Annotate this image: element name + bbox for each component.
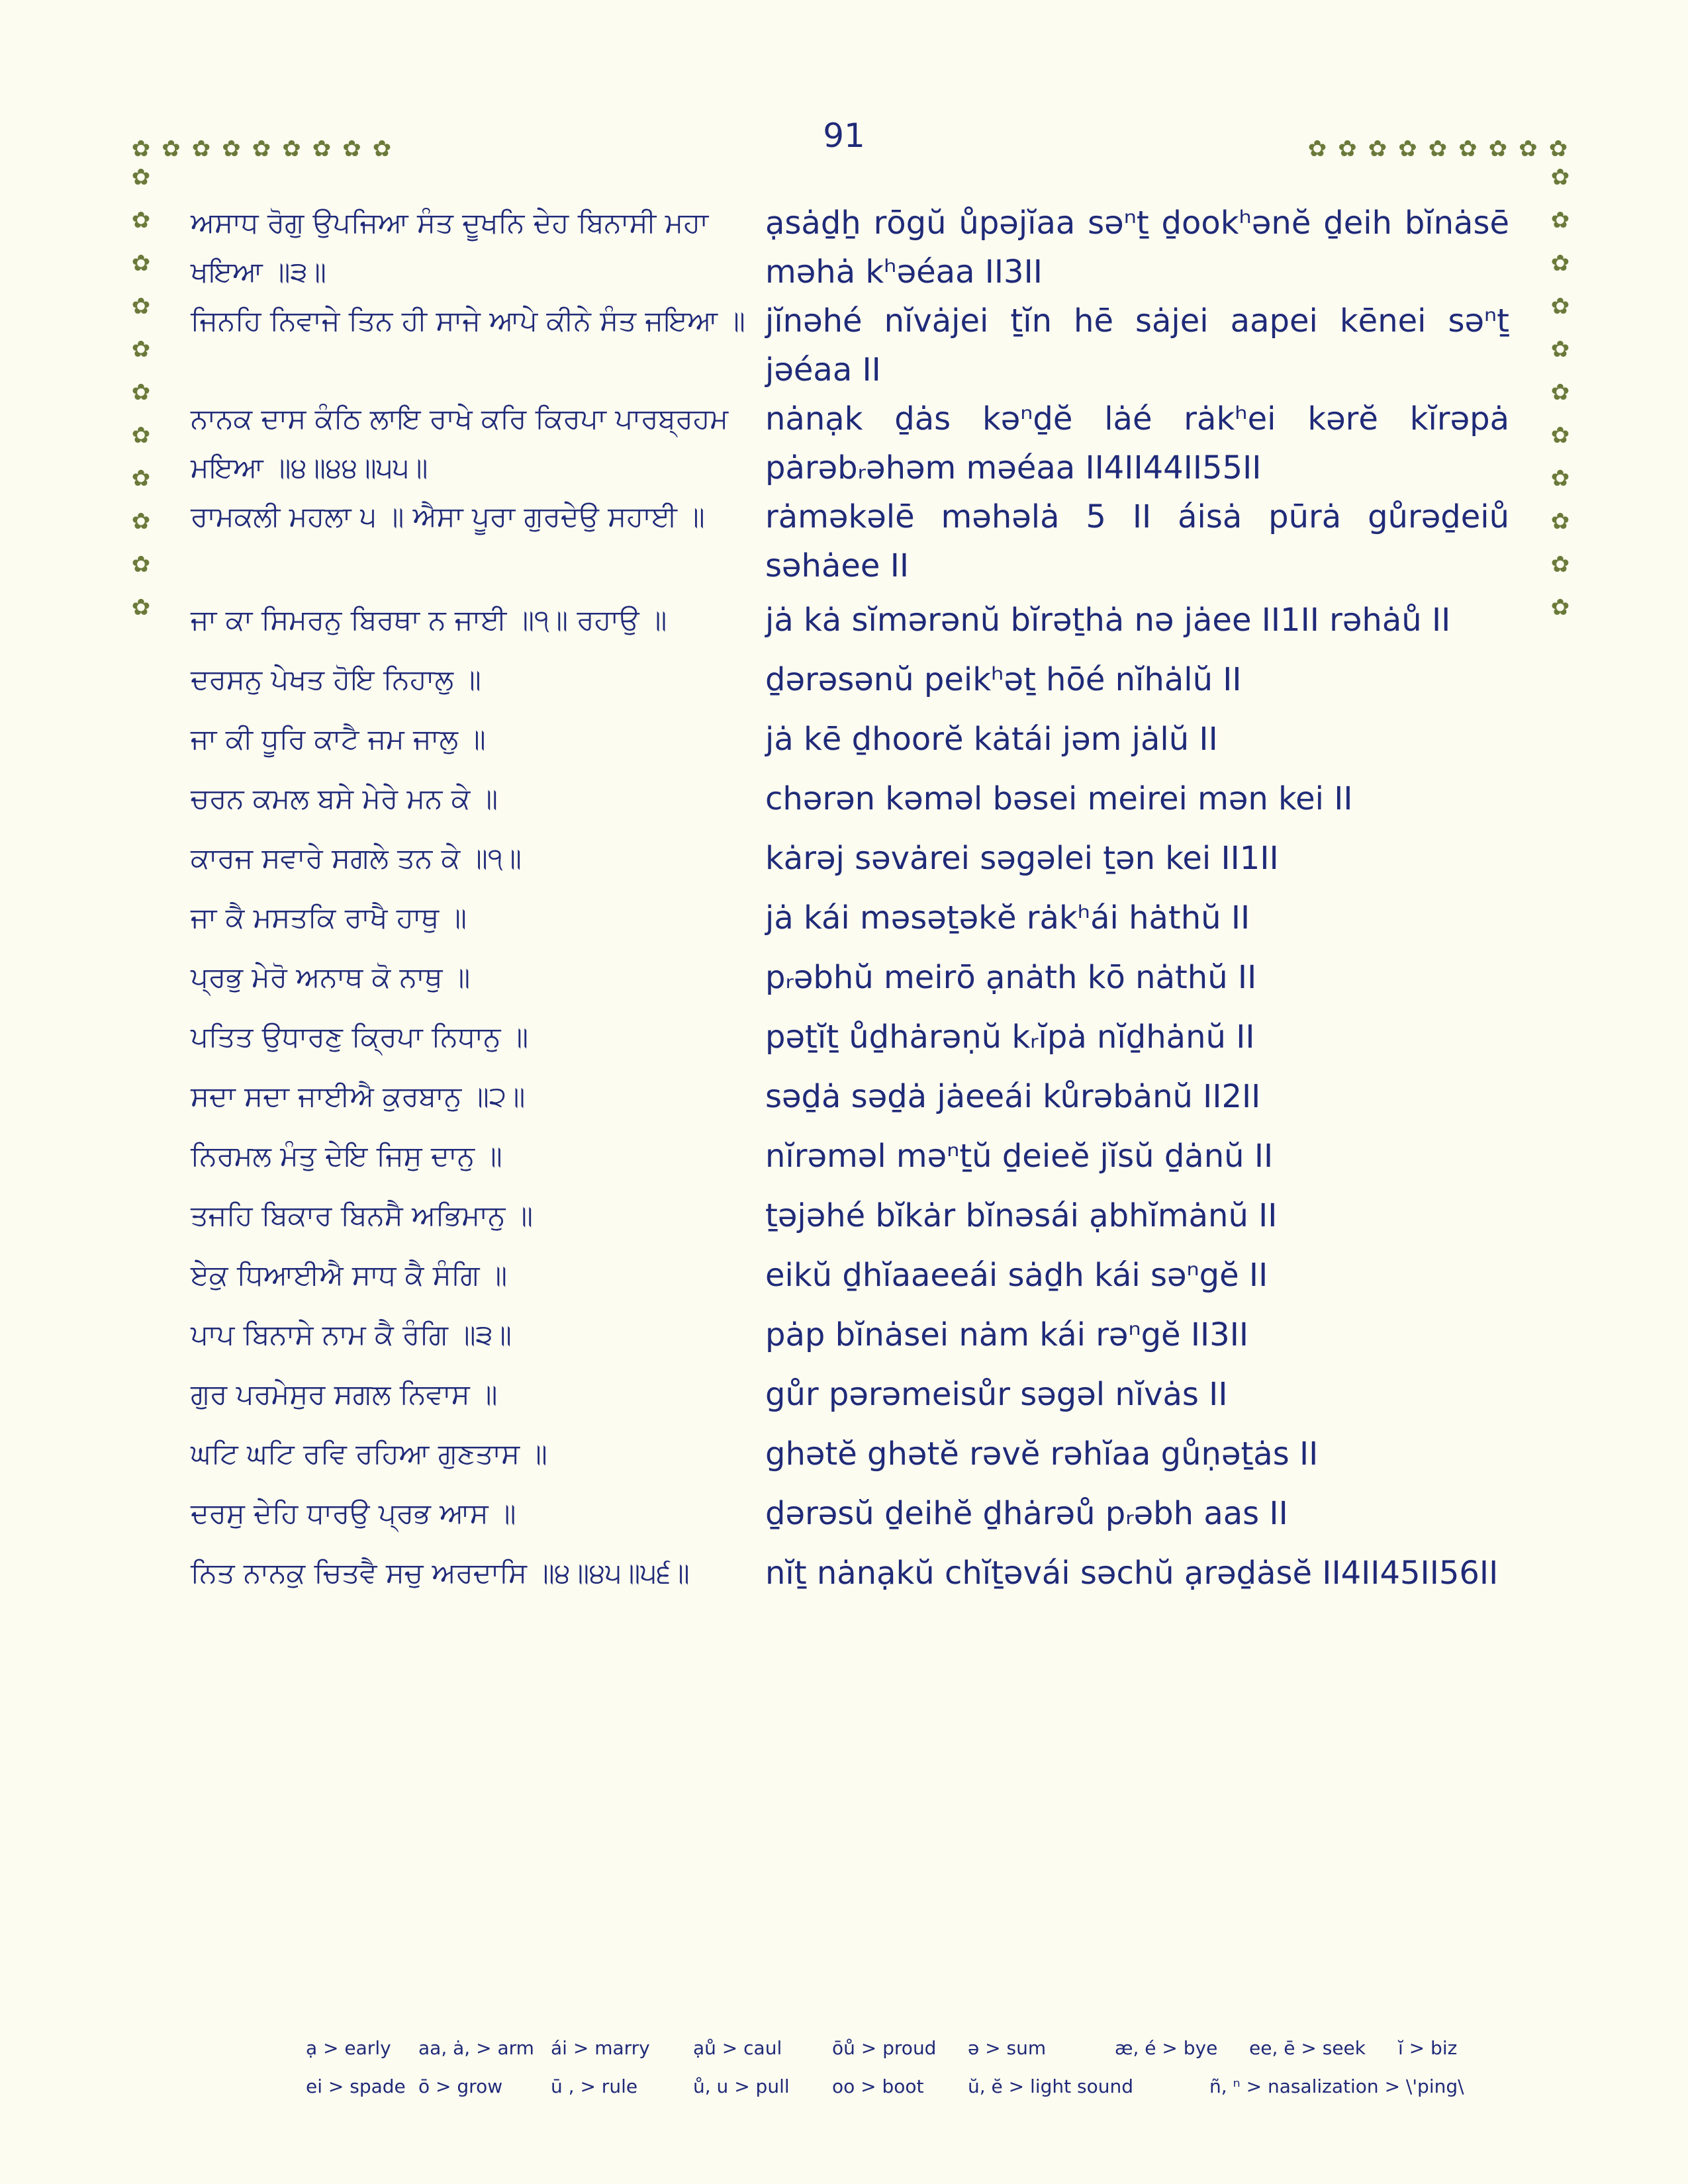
- legend-item: ei > spade: [306, 2075, 406, 2097]
- gurmukhi-text: ਪਤਿਤ ਉਧਾਰਣੁ ਕ੍ਰਿਪਾ ਨਿਧਾਨੁ ॥: [191, 1021, 529, 1053]
- gurmukhi-text: ਅਸਾਧ ਰੋਗੁ ਉਪਜਿਆ ਸੰਤ ਦੂਖਨਿ ਦੇਹ ਬਿਨਾਸੀ ਮਹਾ ਖਇਆ ॥੩॥: [191, 206, 709, 288]
- legend-item: ạ > early: [306, 2037, 391, 2059]
- legend-item: ee, ē > seek: [1249, 2037, 1366, 2059]
- flower-ornament-icon: ✿: [342, 136, 361, 162]
- legend-item: ə > sum: [968, 2037, 1047, 2059]
- flower-ornament-icon: ✿: [131, 164, 151, 191]
- verse-row: [191, 948, 1509, 1007]
- flower-ornament-icon: ✿: [1550, 293, 1570, 320]
- flower-ornament-icon: ✿: [312, 136, 332, 162]
- transliteration-text: jĭnəhé nĭvȧjei ṯĭn hē sȧjei aapei kēnei səⁿṯ jəéaa II: [765, 302, 1509, 388]
- transliteration-text: pəṯĭṯ ůḏhȧrəṇŭ kᵣĭpȧ nĭḏhȧnŭ II: [765, 1019, 1255, 1056]
- gurmukhi-text: ਚਰਨ ਕਮਲ ਬਸੇ ਮੇਰੇ ਮਨ ਕੇ ॥: [191, 782, 498, 815]
- flower-ornament-icon: ✿: [131, 465, 151, 492]
- flower-ornament-icon: ✿: [131, 594, 151, 621]
- verse-row: [191, 769, 1509, 829]
- flower-ornament-icon: ✿: [1550, 336, 1570, 363]
- gurmukhi-text: ਦਰਸੁ ਦੇਹਿ ਧਾਰਉ ਪ੍ਰਭ ਆਸ ॥: [191, 1497, 516, 1529]
- transliteration-text: gůr pərəmeisůr səgəl nĭvȧs II: [765, 1376, 1228, 1413]
- gurmukhi-text: ਨਾਨਕ ਦਾਸ ਕੰਠਿ ਲਾਇ ਰਾਖੇ ਕਰਿ ਕਿਰਪਾ ਪਾਰਬ੍ਰਹਮ ਮਇਆ ॥੪॥੪੪॥੫੫॥: [191, 402, 729, 484]
- transliteration-text: jȧ kē ḏhoorĕ kȧtái jəm jȧlŭ II: [765, 721, 1218, 758]
- verse-row: [191, 1424, 1509, 1484]
- flower-ornament-icon: ✿: [131, 293, 151, 320]
- verse-row: [191, 888, 1509, 948]
- gurmukhi-text: ਨਿਰਮਲ ਮੰਤੁ ਦੇਇ ਜਿਸੁ ਦਾਨੁ ॥: [191, 1140, 502, 1172]
- gurmukhi-text: ਪ੍ਰਭੁ ਮੇਰੋ ਅਨਾਥ ਕੋ ਨਾਥੁ ॥: [191, 961, 471, 993]
- flower-ornament-icon: ✿: [282, 136, 301, 162]
- verse-row: [191, 296, 1509, 394]
- flower-ornament-icon: ✿: [1338, 136, 1357, 162]
- border-right: [1550, 164, 1570, 641]
- flower-ornament-icon: ✿: [1548, 136, 1568, 162]
- transliteration-text: eikŭ ḏhĭaaeeái sȧḏh kái səⁿgĕ II: [765, 1257, 1268, 1294]
- flower-ornament-icon: ✿: [1550, 422, 1570, 449]
- transliteration-text: nĭṯ nȧnạkŭ chĭṯəvái səchŭ ạrəḏȧsĕ II4II45II56II: [765, 1555, 1499, 1592]
- verse-row: [191, 1126, 1509, 1186]
- gurmukhi-text: ਕਾਰਜ ਸਵਾਰੇ ਸਗਲੇ ਤਨ ਕੇ ॥੧॥: [191, 842, 522, 874]
- flower-ornament-icon: ✿: [1428, 136, 1448, 162]
- verse-row: [191, 1543, 1509, 1603]
- verse-row: [191, 1305, 1509, 1365]
- gurmukhi-text: ਜਾ ਕਾ ਸਿਮਰਨੁ ਬਿਰਥਾ ਨ ਜਾਈ ॥੧॥ ਰਹਾਉ ॥: [191, 604, 667, 636]
- gurmukhi-text: ਏਕੁ ਧਿਆਈਐ ਸਾਧ ਕੈ ਸੰਗਿ ॥: [191, 1259, 508, 1291]
- legend-item: ō > grow: [418, 2075, 503, 2097]
- legend-item: ů, u > pull: [693, 2075, 790, 2097]
- gurmukhi-text: ਪਾਪ ਬਿਨਾਸੇ ਨਾਮ ਕੈ ਰੰਗਿ ॥੩॥: [191, 1318, 512, 1351]
- flower-ornament-icon: ✿: [1550, 379, 1570, 406]
- transliteration-text: nȧnạk ḏȧs kəⁿḏĕ lȧé rȧkʰei kərĕ kĭrəpȧ pȧrəbᵣəhəm məéaa II4II44II55II: [765, 400, 1509, 486]
- verse-row: [191, 1007, 1509, 1067]
- verse-row: [191, 394, 1509, 492]
- legend-item: oo > boot: [832, 2075, 924, 2097]
- flower-ornament-icon: ✿: [1519, 136, 1538, 162]
- flower-ornament-icon: ✿: [1488, 136, 1508, 162]
- verse-row: [191, 1246, 1509, 1305]
- verse-table: [191, 199, 1509, 1603]
- legend-item: ŭ, ĕ > light sound: [968, 2075, 1133, 2097]
- transliteration-text: ṯəjəhé bĭkȧr bĭnəsái ạbhĭmȧnŭ II: [765, 1197, 1278, 1234]
- pronunciation-legend: [306, 2037, 1497, 2114]
- verse-row: [191, 1484, 1509, 1543]
- flower-ornament-icon: ✿: [131, 136, 151, 162]
- flower-ornament-icon: ✿: [1550, 207, 1570, 234]
- legend-item: ōů > proud: [832, 2037, 937, 2059]
- gurmukhi-text: ਸਦਾ ਸਦਾ ਜਾਈਐ ਕੁਰਬਾਨੁ ॥੨॥: [191, 1080, 526, 1113]
- transliteration-text: pᵣəbhŭ meirō ạnȧth kō nȧthŭ II: [765, 959, 1257, 996]
- flower-ornament-icon: ✿: [1550, 594, 1570, 621]
- legend-item: ạů > caul: [693, 2037, 782, 2059]
- page-number: 91: [823, 116, 865, 155]
- flower-ornament-icon: ✿: [372, 136, 392, 162]
- flower-ornament-icon: ✿: [1458, 136, 1477, 162]
- flower-ornament-icon: ✿: [1550, 465, 1570, 492]
- legend-row-1: [306, 2037, 1497, 2075]
- verse-row: [191, 709, 1509, 769]
- flower-ornament-icon: ✿: [1398, 136, 1417, 162]
- verse-row: [191, 650, 1509, 709]
- border-top-left: [131, 136, 402, 162]
- transliteration-text: kȧrəj səvȧrei səgəlei ṯən kei II1II: [765, 840, 1279, 877]
- border-left: [131, 164, 151, 641]
- gurmukhi-text: ਤਜਹਿ ਬਿਕਾਰ ਬਿਨਸੈ ਅਭਿਮਾਨੁ ॥: [191, 1199, 533, 1232]
- gurmukhi-text: ਜਾ ਕੀ ਧੂਰਿ ਕਾਟੈ ਜਮ ਜਾਲੁ ॥: [191, 723, 486, 755]
- flower-ornament-icon: ✿: [1368, 136, 1387, 162]
- flower-ornament-icon: ✿: [131, 336, 151, 363]
- legend-item: ĭ > biz: [1398, 2037, 1458, 2059]
- transliteration-text: ḏərəsənŭ peikʰəṯ hōé nĭhȧlŭ II: [765, 661, 1242, 698]
- flower-ornament-icon: ✿: [1550, 250, 1570, 277]
- transliteration-text: səḏȧ səḏȧ jȧeeái kůrəbȧnŭ II2II: [765, 1078, 1261, 1115]
- flower-ornament-icon: ✿: [1550, 164, 1570, 191]
- flower-ornament-icon: ✿: [131, 508, 151, 535]
- gurmukhi-text: ਦਰਸਨੁ ਪੇਖਤ ਹੋਇ ਨਿਹਾਲੁ ॥: [191, 663, 481, 696]
- transliteration-text: jȧ kȧ sĭmərənŭ bĭrəṯhȧ nə jȧee II1II rəhȧů II: [765, 602, 1451, 639]
- border-top-right: [1307, 136, 1579, 162]
- transliteration-text: ạsȧḏẖ rōgŭ ůpəjĭaa səⁿṯ ḏookʰənĕ ḏeih bĭnȧsē məhȧ kʰəéaa II3II: [765, 205, 1509, 291]
- verse-row: [191, 829, 1509, 888]
- transliteration-text: pȧp bĭnȧsei nȧm kái rəⁿgĕ II3II: [765, 1316, 1249, 1353]
- flower-ornament-icon: ✿: [191, 136, 211, 162]
- flower-ornament-icon: ✿: [131, 379, 151, 406]
- transliteration-text: nĭrəməl məⁿṯŭ ḏeieĕ jĭsŭ ḏȧnŭ II: [765, 1138, 1274, 1175]
- transliteration-text: ḏərəsŭ ḏeihĕ ḏhȧrəů pᵣəbh aas II: [765, 1495, 1288, 1532]
- verse-row: [191, 1365, 1509, 1424]
- transliteration-text: jȧ kái məsəṯəkĕ rȧkʰái hȧthŭ II: [765, 899, 1250, 936]
- legend-item: ñ, ⁿ > nasalization > \'ping\: [1209, 2075, 1464, 2097]
- transliteration-text: ghətĕ ghətĕ rəvĕ rəhĭaa gůṇəṯȧs II: [765, 1435, 1319, 1473]
- gurmukhi-text: ਗੁਰ ਪਰਮੇਸੁਰ ਸਗਲ ਨਿਵਾਸ ॥: [191, 1378, 498, 1410]
- flower-ornament-icon: ✿: [252, 136, 271, 162]
- flower-ornament-icon: ✿: [1550, 508, 1570, 535]
- flower-ornament-icon: ✿: [131, 250, 151, 277]
- verse-row: [191, 590, 1509, 650]
- verse-row: [191, 1067, 1509, 1126]
- flower-ornament-icon: ✿: [1550, 551, 1570, 578]
- gurmukhi-text: ਜਿਨਹਿ ਨਿਵਾਜੇ ਤਿਨ ਹੀ ਸਾਜੇ ਆਪੇ ਕੀਨੇ ਸੰਤ ਜਇਆ ॥: [191, 304, 745, 337]
- gurmukhi-text: ਜਾ ਕੈ ਮਸਤਕਿ ਰਾਖੈ ਹਾਥੁ ॥: [191, 901, 467, 934]
- verse-row: [191, 1186, 1509, 1246]
- flower-ornament-icon: ✿: [222, 136, 241, 162]
- legend-item: ái > marry: [551, 2037, 650, 2059]
- flower-ornament-icon: ✿: [1307, 136, 1327, 162]
- flower-ornament-icon: ✿: [131, 422, 151, 449]
- transliteration-text: chərən kəməl bəsei meirei mən kei II: [765, 780, 1353, 817]
- gurmukhi-text: ਘਟਿ ਘਟਿ ਰਵਿ ਰਹਿਆ ਗੁਣਤਾਸ ॥: [191, 1437, 547, 1470]
- legend-row-2: [306, 2075, 1497, 2114]
- flower-ornament-icon: ✿: [131, 207, 151, 234]
- legend-item: æ, é > bye: [1115, 2037, 1218, 2059]
- gurmukhi-text: ਰਾਮਕਲੀ ਮਹਲਾ ੫ ॥ ਐਸਾ ਪੂਰਾ ਗੁਰਦੇਉ ਸਹਾਈ ॥: [191, 500, 705, 533]
- flower-ornament-icon: ✿: [131, 551, 151, 578]
- gurmukhi-text: ਨਿਤ ਨਾਨਕੁ ਚਿਤਵੈ ਸਚੁ ਅਰਦਾਸਿ ॥੪॥੪੫॥੫੬॥: [191, 1557, 690, 1589]
- verse-row: [191, 492, 1509, 590]
- flower-ornament-icon: ✿: [162, 136, 181, 162]
- verse-row: [191, 199, 1509, 296]
- legend-item: aa, ȧ, > arm: [418, 2037, 534, 2059]
- transliteration-text: rȧməkəlē məhəlȧ 5 II áisȧ pūrȧ gůrəḏeiů səhȧee II: [765, 498, 1509, 584]
- legend-item: ū , > rule: [551, 2075, 638, 2097]
